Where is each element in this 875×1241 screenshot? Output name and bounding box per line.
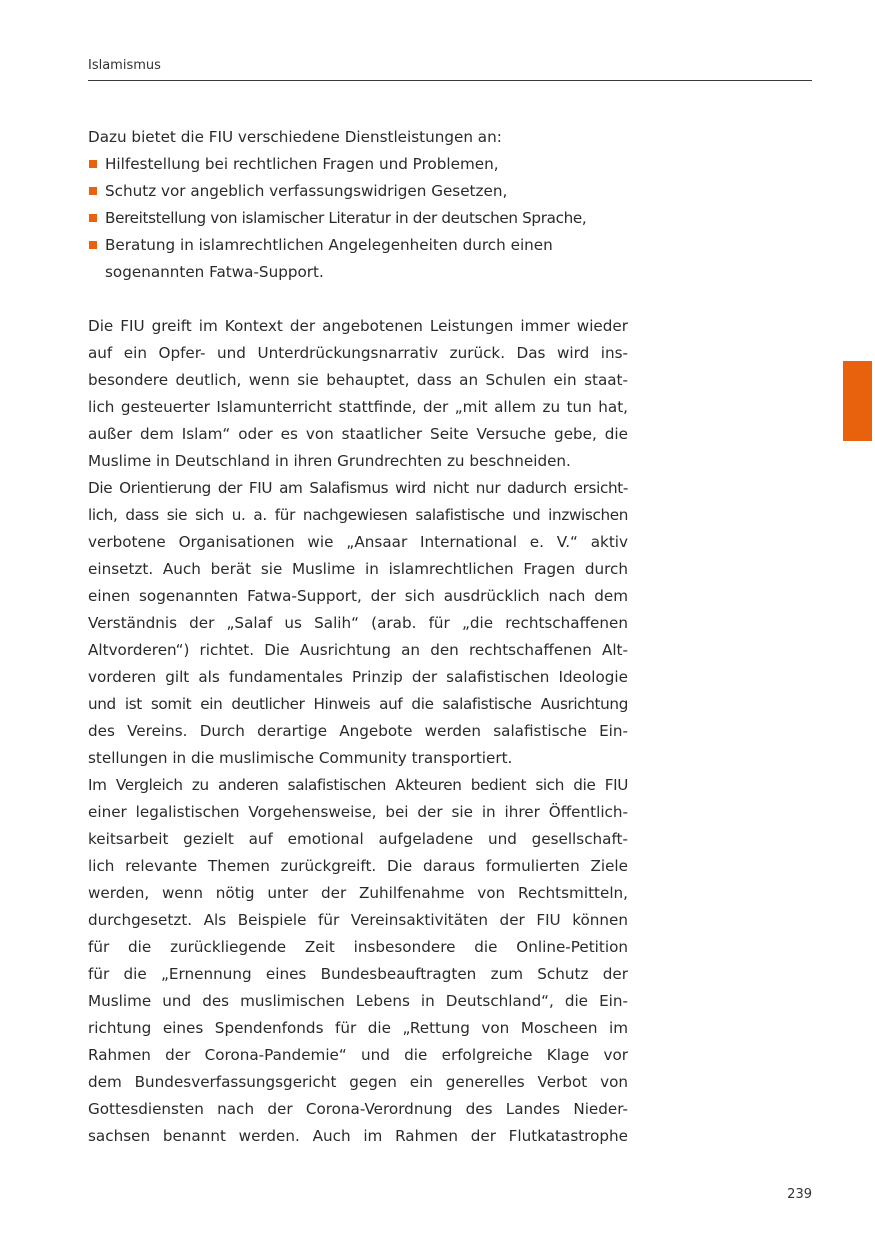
page-number: 239 — [787, 1187, 812, 1202]
bullet-item — [88, 178, 628, 205]
paragraph-line: sachsen benannt werden. Auch im Rahmen der Flutkatastrophe — [88, 1127, 628, 1145]
bullet-text: Beratung in islamrechtlichen Angelegenheiten durch einen — [105, 236, 553, 254]
bullet-text: Hilfestellung bei rechtlichen Fragen und Problemen, — [105, 155, 499, 173]
paragraph-line: lich gesteuerter Islamunterricht stattfinde, der „mit allem zu tun hat, — [88, 398, 628, 416]
bullet-text: Bereitstellung von islamischer Literatur in der deutschen Sprache, — [105, 209, 587, 227]
paragraph-line: Gottesdiensten nach der Corona-Verordnung des Landes Nieder- — [88, 1100, 628, 1118]
bullet-item — [88, 205, 628, 232]
paragraph-line: Im Vergleich zu anderen salafistischen Akteuren bedient sich die FIU — [88, 776, 628, 794]
paragraph-line: einen sogenannten Fatwa-Support, der sich ausdrücklich nach dem — [88, 587, 628, 605]
paragraph-line: lich, dass sie sich u. a. für nachgewiesen salafistische und inzwischen — [88, 506, 628, 524]
paragraph-line: werden, wenn nötig unter der Zuhilfenahme von Rechtsmitteln, — [88, 884, 628, 902]
paragraph-line: Rahmen der Corona-Pandemie“ und die erfolgreiche Klage vor — [88, 1046, 628, 1064]
chapter-tab-marker — [843, 361, 872, 441]
paragraph-line: auf ein Opfer- und Unterdrückungsnarrativ zurück. Das wird ins- — [88, 344, 628, 362]
bullet-item — [88, 151, 628, 178]
paragraph-line: einsetzt. Auch berät sie Muslime in islamrechtlichen Fragen durch — [88, 560, 628, 578]
paragraph-line: Altvorderen“) richtet. Die Ausrichtung an den rechtschaffenen Alt- — [88, 641, 628, 659]
bullet-square-icon — [89, 187, 97, 195]
body-text — [88, 124, 628, 1150]
paragraph-line: des Vereins. Durch derartige Angebote werden salafistische Ein- — [88, 722, 628, 740]
paragraph-line: außer dem Islam“ oder es von staatlicher Seite Versuche gebe, die — [88, 425, 628, 443]
paragraph-line: vorderen gilt als fundamentales Prinzip der salafistischen Ideologie — [88, 668, 628, 686]
bullet-square-icon — [89, 241, 97, 249]
bullet-text: Schutz vor angeblich verfassungswidrigen Gesetzen, — [105, 182, 508, 200]
paragraph-line: Muslime in Deutschland in ihren Grundrechten zu beschneiden. — [88, 452, 571, 470]
paragraph-line: richtung eines Spendenfonds für die „Rettung von Moscheen im — [88, 1019, 628, 1037]
intro-line: Dazu bietet die FIU verschiedene Dienstleistungen an: — [88, 128, 502, 146]
paragraph-line: durchgesetzt. Als Beispiele für Vereinsaktivitäten der FIU können — [88, 911, 628, 929]
paragraph-line: für die „Ernennung eines Bundesbeauftragten zum Schutz der — [88, 965, 628, 983]
paragraph-line: lich relevante Themen zurückgreift. Die daraus formulierten Ziele — [88, 857, 628, 875]
paragraph-line: einer legalistischen Vorgehensweise, bei der sie in ihrer Öffentlich- — [88, 803, 628, 821]
paragraph-gap — [88, 286, 628, 313]
paragraph-line: Verständnis der „Salaf us Salih“ (arab. für „die rechtschaffenen — [88, 614, 628, 632]
bullet-square-icon — [89, 160, 97, 168]
paragraph-line: Die Orientierung der FIU am Salafismus wird nicht nur dadurch ersicht- — [88, 479, 628, 497]
paragraph-line: Die FIU greift im Kontext der angebotenen Leistungen immer wieder — [88, 317, 628, 335]
bullet-square-icon — [89, 214, 97, 222]
section-title: Islamismus — [88, 58, 161, 73]
bullet-continuation: sogenannten Fatwa-Support. — [105, 263, 324, 281]
paragraph-line: und ist somit ein deutlicher Hinweis auf die salafistische Ausrichtung — [88, 695, 628, 713]
paragraph-line: keitsarbeit gezielt auf emotional aufgeladene und gesellschaft- — [88, 830, 628, 848]
paragraph-line: verbotene Organisationen wie „Ansaar International e. V.“ aktiv — [88, 533, 628, 551]
bullet-item — [88, 232, 628, 259]
paragraph-line: besondere deutlich, wenn sie behauptet, dass an Schulen ein staat- — [88, 371, 628, 389]
paragraph-line: dem Bundesverfassungsgericht gegen ein generelles Verbot von — [88, 1073, 628, 1091]
paragraph-line: Muslime und des muslimischen Lebens in Deutschland“, die Ein- — [88, 992, 628, 1010]
paragraph-line: stellungen in die muslimische Community transportiert. — [88, 749, 513, 767]
running-header — [88, 56, 812, 81]
paragraph-line: für die zurückliegende Zeit insbesondere die Online-Petition — [88, 938, 628, 956]
